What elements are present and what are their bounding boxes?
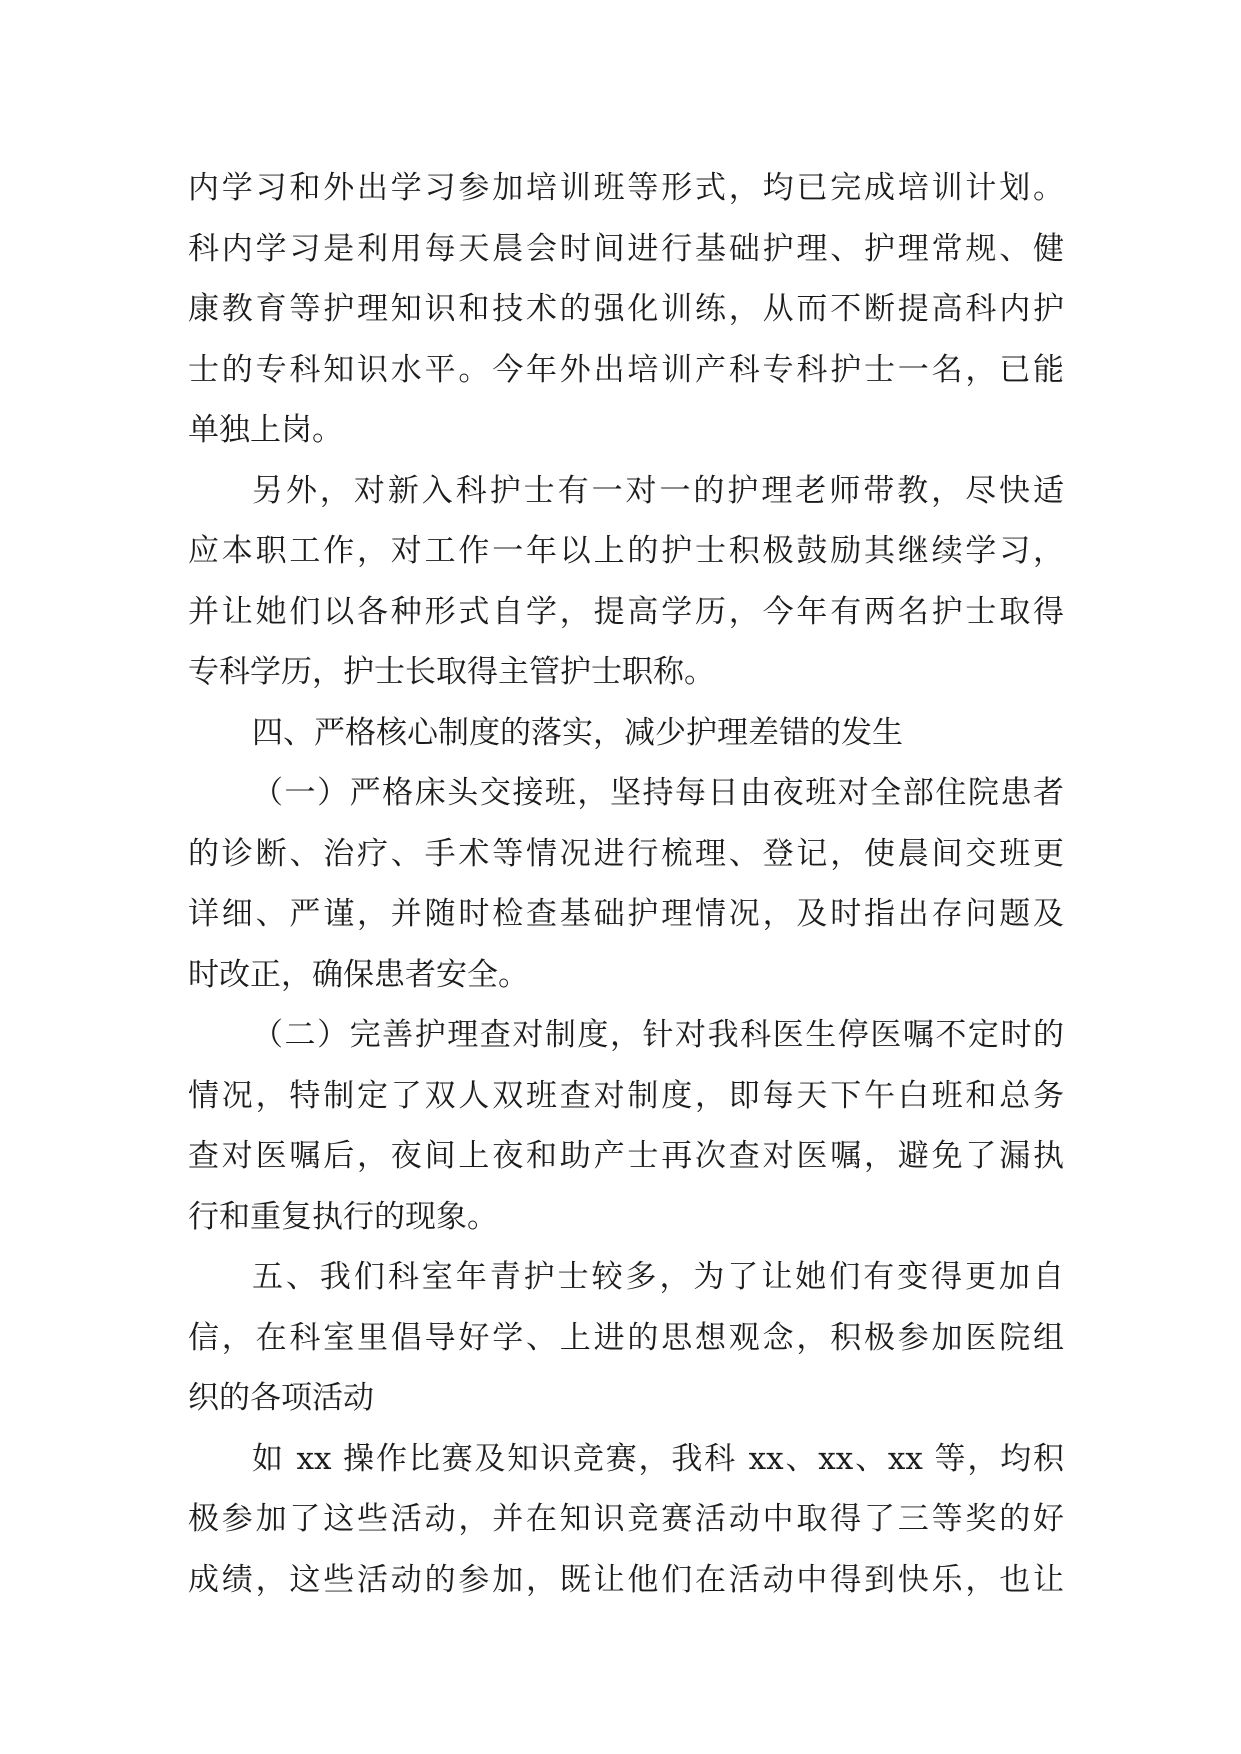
text-line: 详细、严谨，并随时检查基础护理情况，及时指出存问题及 (188, 896, 1064, 932)
paragraph-first-line: （二）完善护理查对制度，针对我科医生停医嘱不定时的 (252, 1017, 1064, 1053)
text-line: 的诊断、治疗、手术等情况进行梳理、登记，使晨间交班更 (188, 835, 1064, 872)
document-body (188, 158, 1064, 1610)
text-line: 士的专科知识水平。今年外出培训产科专科护士一名，已能 (188, 351, 1064, 388)
text-line: 科内学习是利用每天晨会时间进行基础护理、护理常规、健 (188, 230, 1064, 267)
text-line: 单独上岗。 (188, 412, 343, 448)
text-line: 行和重复执行的现象。 (188, 1198, 498, 1235)
text-line: 情况，特制定了双人双班查对制度，即每天下午白班和总务 (188, 1077, 1064, 1114)
text-line: 并让她们以各种形式自学，提高学历，今年有两名护士取得 (188, 593, 1064, 630)
text-line: 康教育等护理知识和技术的强化训练，从而不断提高科内护 (188, 291, 1064, 327)
section-heading: 四、严格核心制度的落实，减少护理差错的发生 (252, 714, 903, 751)
text-line: 应本职工作，对工作一年以上的护士积极鼓励其继续学习， (188, 533, 1064, 569)
paragraph-first-line: 如 xx 操作比赛及知识竞赛，我科 xx、xx、xx 等，均积 (252, 1440, 1064, 1477)
text-line: 极参加了这些活动，并在知识竞赛活动中取得了三等奖的好 (188, 1501, 1064, 1537)
text-line: 查对医嘱后，夜间上夜和助产士再次查对医嘱，避免了漏执 (188, 1138, 1064, 1174)
text-line: 织的各项活动 (188, 1380, 374, 1416)
paragraph-first-line: 另外，对新入科护士有一对一的护理老师带教，尽快适 (252, 472, 1064, 509)
paragraph-first-line: （一）严格床头交接班，坚持每日由夜班对全部住院患者 (252, 775, 1064, 811)
text-line: 时改正，确保患者安全。 (188, 956, 529, 993)
text-line: 成绩，这些活动的参加，既让他们在活动中得到快乐，也让 (188, 1561, 1064, 1598)
text-line: 专科学历，护士长取得主管护士职称。 (188, 654, 715, 690)
paragraph-first-line: 五、我们科室年青护士较多，为了让她们有变得更加自 (252, 1259, 1064, 1295)
text-line: 信，在科室里倡导好学、上进的思想观念，积极参加医院组 (188, 1319, 1064, 1356)
text-line: 内学习和外出学习参加培训班等形式，均已完成培训计划。 (188, 170, 1064, 206)
